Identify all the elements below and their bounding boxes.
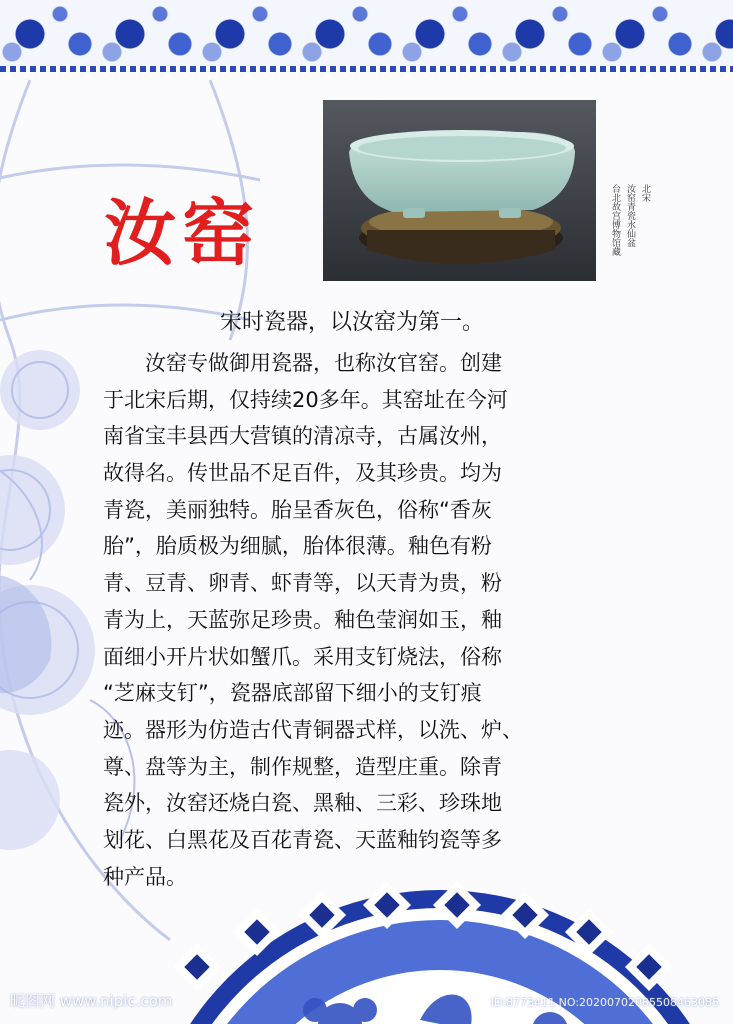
body-paragraph [103,345,673,895]
page-title: 汝窑 [104,191,261,275]
caption-line-1: 北宋 [640,184,650,202]
celadon-basin-image [323,100,596,281]
body-line: 汝窑专做御用瓷器，也称汝官窑。创建 [103,351,502,375]
body-line: 青为上，天蓝弥足珍贵。釉色莹润如玉，釉 [103,607,502,632]
body-line: 种产品。 [103,864,187,889]
top-floral-border [0,0,733,72]
body-line: 胎”，胎质极为细腻，胎体很薄。釉色有粉 [103,534,492,559]
body-line: 划花、白黑花及百花青瓷、天蓝釉钧瓷等多 [103,827,502,852]
celadon-basin-photo [323,100,596,281]
watermark-site: 昵图网 www.nipic.com [10,992,173,1010]
body-line: 青、豆青、卵青、虾青等，以天青为贵，粉 [103,571,502,596]
caption-line-2: 汝窑青瓷水仙盆 [625,184,635,247]
body-line: 青瓷，美丽独特。胎呈香灰色，俗称“香灰 [103,497,492,522]
watermark-id: ID:8773411 NO:20200702085508463085 [490,996,719,1009]
subtitle: 宋时瓷器，以汝窑为第一。 [220,310,485,335]
body-line: 迹。器形为仿造古代青铜器式样，以洗、炉、 [103,717,523,742]
body-line: 于北宋后期，仅持续20多年。其窑址在今河 [103,387,508,412]
body-line: 南省宝丰县西大营镇的清凉寺，古属汝州， [103,424,502,449]
body-line: 故得名。传世品不足百件，及其珍贵。均为 [103,461,502,486]
photo-caption [609,184,650,294]
body-line: “芝麻支钉”，瓷器底部留下细小的支钉痕 [103,681,482,706]
body-line: 瓷外，汝窑还烧白瓷、黑釉、三彩、珍珠地 [103,791,502,816]
body-line: 尊、盘等为主，制作规整，造型庄重。除青 [103,754,502,779]
body-line: 面细小开片状如蟹爪。采用支钉烧法，俗称 [103,644,502,669]
caption-line-3: 台北故宫博物馆藏 [610,184,620,256]
